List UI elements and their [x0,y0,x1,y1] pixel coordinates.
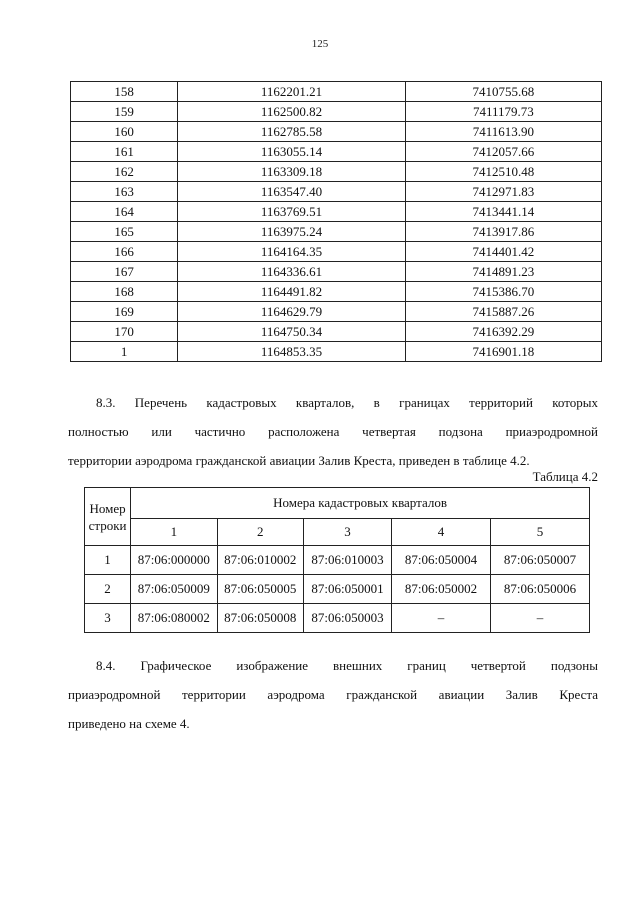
coordinates-table-row [71,302,602,322]
cadastral-quarter-cell: 87:06:050008 [217,604,303,633]
cadastral-quarter-cell: 87:06:080002 [131,604,217,633]
cadastral-quarter-cell: 87:06:050001 [303,575,391,604]
cadastral-quarter-cell: 87:06:050005 [217,575,303,604]
coordinates-table-row [71,242,602,262]
point-number-cell: 168 [71,282,178,302]
y-coordinate-cell: 7414891.23 [405,262,601,282]
section-8-4-paragraph [68,651,598,738]
cadastral-quarter-cell: 87:06:050009 [131,575,217,604]
x-coordinate-cell: 1164164.35 [178,242,406,262]
section-8-3-line-2: полностью или частично расположена четвертая подзона приаэродромной [68,424,598,439]
y-coordinate-cell: 7412057.66 [405,142,601,162]
y-coordinate-cell: 7415887.26 [405,302,601,322]
coordinates-table-row [71,202,602,222]
cadastral-quarter-cell: 87:06:050007 [490,546,589,575]
point-number-cell: 1 [71,342,178,362]
y-coordinate-cell: 7412510.48 [405,162,601,182]
coordinates-table-row [71,182,602,202]
point-number-cell: 170 [71,322,178,342]
section-8-3-line-3: территории аэродрома гражданской авиации Залив Креста, приведен в таблице 4.2. [68,453,530,468]
cadastral-quarter-cell: 87:06:010002 [217,546,303,575]
point-number-cell: 164 [71,202,178,222]
x-coordinate-cell: 1163309.18 [178,162,406,182]
quarters-column-header: 5 [490,519,589,546]
point-number-cell: 162 [71,162,178,182]
coordinates-table [70,81,602,362]
x-coordinate-cell: 1162785.58 [178,122,406,142]
point-number-cell: 163 [71,182,178,202]
section-8-4-line-1: 8.4. Графическое изображение внешних границ четвертой подзоны [96,658,598,673]
quarters-column-header: 2 [217,519,303,546]
quarters-column-header-row [85,519,590,546]
point-number-cell: 159 [71,102,178,122]
quarters-table-row [85,604,590,633]
y-coordinate-cell: 7416392.29 [405,322,601,342]
coordinates-table-row [71,162,602,182]
cadastral-quarter-cell: 87:06:000000 [131,546,217,575]
coordinates-table-row [71,342,602,362]
cadastral-quarters-table [84,487,590,633]
cadastral-quarter-cell: – [490,604,589,633]
y-coordinate-cell: 7413917.86 [405,222,601,242]
coordinates-table-row [71,82,602,102]
x-coordinate-cell: 1163769.51 [178,202,406,222]
point-number-cell: 160 [71,122,178,142]
cadastral-quarter-cell: 87:06:050002 [392,575,491,604]
x-coordinate-cell: 1164491.82 [178,282,406,302]
x-coordinate-cell: 1164853.35 [178,342,406,362]
x-coordinate-cell: 1163547.40 [178,182,406,202]
x-coordinate-cell: 1163055.14 [178,142,406,162]
row-number-cell: 3 [85,604,131,633]
x-coordinate-cell: 1164750.34 [178,322,406,342]
quarters-column-header: 3 [303,519,391,546]
quarters-column-header: 4 [392,519,491,546]
point-number-cell: 165 [71,222,178,242]
point-number-cell: 161 [71,142,178,162]
y-coordinate-cell: 7415386.70 [405,282,601,302]
cadastral-quarter-cell: 87:06:010003 [303,546,391,575]
coordinates-table-row [71,142,602,162]
row-number-cell: 2 [85,575,131,604]
section-8-4-line-2: приаэродромной территории аэродрома гражданской авиации Залив Креста [68,687,598,702]
y-coordinate-cell: 7412971.83 [405,182,601,202]
y-coordinate-cell: 7411613.90 [405,122,601,142]
cadastral-quarter-cell: 87:06:050004 [392,546,491,575]
section-8-3-paragraph [68,388,598,475]
section-8-4-line-3: приведено на схеме 4. [68,716,190,731]
y-coordinate-cell: 7414401.42 [405,242,601,262]
cadastral-quarter-cell: 87:06:050006 [490,575,589,604]
section-8-3-line-1: 8.3. Перечень кадастровых кварталов, в границах территорий которых [96,395,598,410]
point-number-cell: 158 [71,82,178,102]
coordinates-table-row [71,122,602,142]
coordinates-table-row [71,222,602,242]
point-number-cell: 167 [71,262,178,282]
y-coordinate-cell: 7410755.68 [405,82,601,102]
coordinates-table-row [71,262,602,282]
cadastral-quarter-cell: 87:06:050003 [303,604,391,633]
x-coordinate-cell: 1162500.82 [178,102,406,122]
x-coordinate-cell: 1163975.24 [178,222,406,242]
quarters-column-header: 1 [131,519,217,546]
quarters-table-row [85,546,590,575]
page-number: 125 [311,38,329,50]
quarters-group-header: Номера кадастровых кварталов [131,488,590,519]
y-coordinate-cell: 7413441.14 [405,202,601,222]
coordinates-table-row [71,102,602,122]
point-number-cell: 169 [71,302,178,322]
coordinates-table-row [71,322,602,342]
cadastral-quarter-cell: – [392,604,491,633]
point-number-cell: 166 [71,242,178,262]
row-number-cell: 1 [85,546,131,575]
x-coordinate-cell: 1162201.21 [178,82,406,102]
x-coordinate-cell: 1164629.79 [178,302,406,322]
y-coordinate-cell: 7411179.73 [405,102,601,122]
quarters-table-row [85,575,590,604]
coordinates-table-row [71,282,602,302]
x-coordinate-cell: 1164336.61 [178,262,406,282]
y-coordinate-cell: 7416901.18 [405,342,601,362]
table-4-2-caption: Таблица 4.2 [532,469,598,484]
row-number-header: Номер строки [85,488,131,546]
